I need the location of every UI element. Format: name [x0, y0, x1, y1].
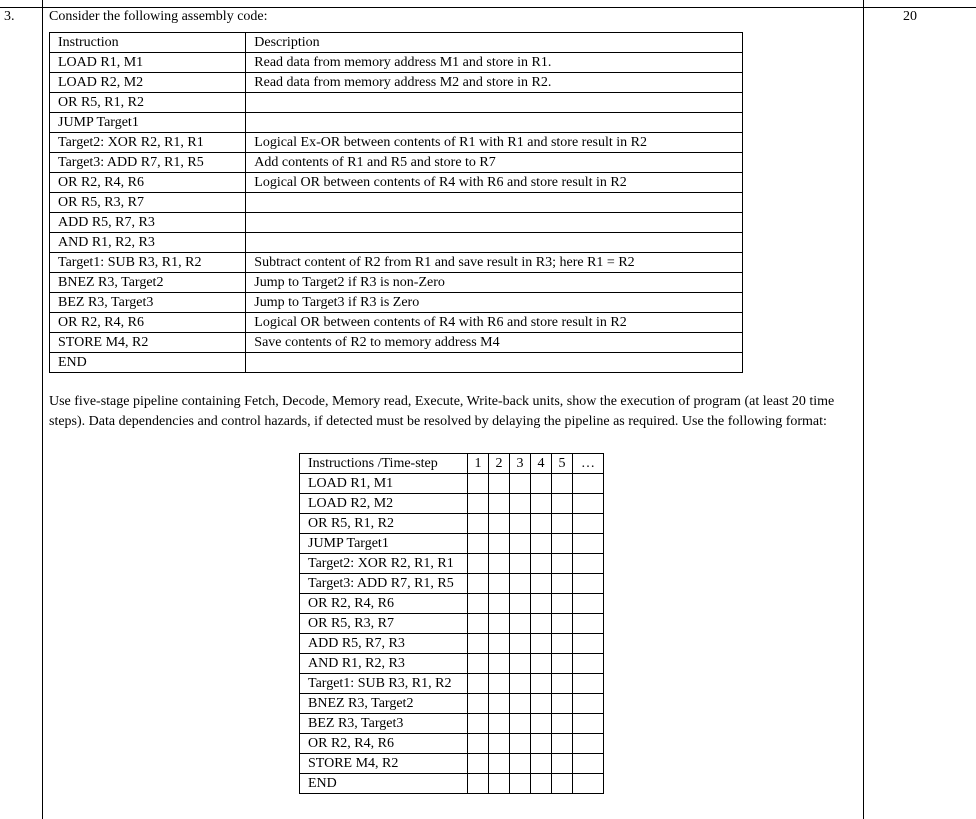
table-row — [50, 213, 743, 233]
column-divider-left — [42, 0, 43, 819]
table-row — [300, 674, 604, 694]
table-row — [50, 173, 743, 193]
pipeline-stage-cell — [573, 674, 604, 694]
table-row — [300, 514, 604, 534]
pipeline-stage-cell — [468, 774, 489, 794]
pipeline-stage-cell — [531, 494, 552, 514]
table-row — [300, 614, 604, 634]
table-row — [50, 253, 743, 273]
pipeline-stage-cell — [573, 614, 604, 634]
pipeline-stage-cell — [510, 574, 531, 594]
table-row — [50, 233, 743, 253]
pipeline-stage-cell — [552, 734, 573, 754]
pipeline-instruction-cell: STORE M4, R2 — [300, 754, 468, 774]
pipeline-stage-cell — [531, 574, 552, 594]
time-step-header: … — [573, 454, 604, 474]
pipeline-stage-cell — [510, 634, 531, 654]
instruction-cell: END — [50, 353, 246, 373]
instruction-cell: OR R5, R3, R7 — [50, 193, 246, 213]
description-cell — [246, 353, 743, 373]
table-row — [50, 193, 743, 213]
pipeline-stage-cell — [552, 474, 573, 494]
pipeline-instruction-cell: ADD R5, R7, R3 — [300, 634, 468, 654]
table-row — [50, 133, 743, 153]
table-row — [50, 53, 743, 73]
pipeline-stage-cell — [531, 694, 552, 714]
pipeline-instruction-cell: LOAD R2, M2 — [300, 494, 468, 514]
pipeline-stage-cell — [468, 674, 489, 694]
pipeline-stage-cell — [510, 674, 531, 694]
description-cell: Add contents of R1 and R5 and store to R7 — [246, 153, 743, 173]
header-instructions-timestep: Instructions /Time-step — [300, 454, 468, 474]
pipeline-stage-cell — [468, 694, 489, 714]
pipeline-stage-cell — [531, 734, 552, 754]
pipeline-stage-cell — [573, 554, 604, 574]
pipeline-stage-cell — [531, 674, 552, 694]
pipeline-stage-cell — [489, 594, 510, 614]
pipeline-stage-cell — [489, 494, 510, 514]
table-row — [50, 273, 743, 293]
description-cell: Logical OR between contents of R4 with R6 and store result in R2 — [246, 313, 743, 333]
pipeline-stage-cell — [552, 714, 573, 734]
table-row — [50, 293, 743, 313]
description-cell — [246, 233, 743, 253]
description-cell: Subtract content of R2 from R1 and save result in R3; here R1 = R2 — [246, 253, 743, 273]
pipeline-instruction-cell: OR R2, R4, R6 — [300, 734, 468, 754]
pipeline-stage-cell — [531, 714, 552, 734]
table-row — [50, 353, 743, 373]
instruction-cell: JUMP Target1 — [50, 113, 246, 133]
pipeline-instruction-cell: Target1: SUB R3, R1, R2 — [300, 674, 468, 694]
instruction-cell: Target3: ADD R7, R1, R5 — [50, 153, 246, 173]
description-cell: Logical Ex-OR between contents of R1 with R1 and store result in R2 — [246, 133, 743, 153]
instruction-cell: Target1: SUB R3, R1, R2 — [50, 253, 246, 273]
instruction-cell: AND R1, R2, R3 — [50, 233, 246, 253]
pipeline-stage-cell — [552, 674, 573, 694]
pipeline-instruction-cell: Target3: ADD R7, R1, R5 — [300, 574, 468, 594]
pipeline-stage-cell — [573, 474, 604, 494]
pipeline-stage-cell — [531, 474, 552, 494]
pipeline-instruction-cell: JUMP Target1 — [300, 534, 468, 554]
pipeline-stage-cell — [552, 534, 573, 554]
table-row — [50, 313, 743, 333]
pipeline-stage-cell — [468, 614, 489, 634]
table-row — [300, 594, 604, 614]
description-cell: Logical OR between contents of R4 with R6 and store result in R2 — [246, 173, 743, 193]
pipeline-stage-cell — [510, 714, 531, 734]
instruction-cell: BNEZ R3, Target2 — [50, 273, 246, 293]
pipeline-instruction-cell: AND R1, R2, R3 — [300, 654, 468, 674]
pipeline-stage-cell — [531, 554, 552, 574]
table-row — [300, 474, 604, 494]
instruction-cell: OR R2, R4, R6 — [50, 313, 246, 333]
pipeline-header-row — [300, 454, 604, 474]
pipeline-stage-cell — [531, 754, 552, 774]
pipeline-stage-cell — [573, 494, 604, 514]
pipeline-stage-cell — [489, 754, 510, 774]
table-row — [300, 714, 604, 734]
column-divider-right — [863, 0, 864, 819]
pipeline-stage-cell — [573, 574, 604, 594]
instruction-cell: OR R5, R1, R2 — [50, 93, 246, 113]
pipeline-stage-cell — [468, 474, 489, 494]
pipeline-stage-cell — [573, 654, 604, 674]
pipeline-stage-cell — [489, 514, 510, 534]
header-instruction: Instruction — [50, 33, 246, 53]
pipeline-stage-cell — [510, 514, 531, 534]
instruction-cell: STORE M4, R2 — [50, 333, 246, 353]
pipeline-stage-cell — [552, 634, 573, 654]
pipeline-stage-cell — [573, 694, 604, 714]
pipeline-stage-cell — [531, 654, 552, 674]
instruction-cell: OR R2, R4, R6 — [50, 173, 246, 193]
pipeline-stage-cell — [489, 614, 510, 634]
question-prompt: Consider the following assembly code: — [49, 9, 268, 24]
pipeline-instruction-cell: BNEZ R3, Target2 — [300, 694, 468, 714]
table-row — [50, 73, 743, 93]
instruction-cell: LOAD R1, M1 — [50, 53, 246, 73]
pipeline-stage-cell — [573, 754, 604, 774]
pipeline-stage-cell — [573, 634, 604, 654]
table-row — [300, 754, 604, 774]
pipeline-stage-cell — [573, 774, 604, 794]
description-cell: Jump to Target2 if R3 is non-Zero — [246, 273, 743, 293]
pipeline-stage-cell — [489, 694, 510, 714]
table-top-border — [0, 7, 976, 8]
pipeline-stage-cell — [552, 594, 573, 614]
time-step-header: 4 — [531, 454, 552, 474]
pipeline-stage-cell — [552, 754, 573, 774]
pipeline-stage-cell — [552, 614, 573, 634]
pipeline-stage-cell — [468, 514, 489, 534]
question-number: 3. — [4, 9, 15, 24]
pipeline-stage-cell — [552, 494, 573, 514]
description-cell: Read data from memory address M1 and store in R1. — [246, 53, 743, 73]
question-marks: 20 — [903, 9, 917, 24]
instruction-cell: LOAD R2, M2 — [50, 73, 246, 93]
pipeline-stage-cell — [468, 494, 489, 514]
pipeline-stage-cell — [468, 714, 489, 734]
pipeline-stage-cell — [531, 774, 552, 794]
table-row — [300, 494, 604, 514]
description-cell: Save contents of R2 to memory address M4 — [246, 333, 743, 353]
pipeline-stage-cell — [510, 774, 531, 794]
pipeline-stage-cell — [510, 654, 531, 674]
pipeline-instruction-cell: OR R5, R1, R2 — [300, 514, 468, 534]
pipeline-instruction-cell: LOAD R1, M1 — [300, 474, 468, 494]
pipeline-instruction-cell: OR R5, R3, R7 — [300, 614, 468, 634]
pipeline-stage-cell — [468, 634, 489, 654]
description-cell: Read data from memory address M2 and store in R2. — [246, 73, 743, 93]
assembly-code-table — [49, 32, 743, 373]
instruction-cell: ADD R5, R7, R3 — [50, 213, 246, 233]
pipeline-stage-cell — [510, 754, 531, 774]
pipeline-stage-cell — [573, 514, 604, 534]
pipeline-stage-cell — [552, 514, 573, 534]
table-row — [300, 574, 604, 594]
pipeline-stage-cell — [489, 634, 510, 654]
pipeline-instruction-cell: BEZ R3, Target3 — [300, 714, 468, 734]
description-cell: Jump to Target3 if R3 is Zero — [246, 293, 743, 313]
pipeline-stage-cell — [489, 474, 510, 494]
table-row — [300, 734, 604, 754]
time-step-header: 5 — [552, 454, 573, 474]
pipeline-format-table — [299, 453, 604, 794]
pipeline-stage-cell — [468, 654, 489, 674]
pipeline-stage-cell — [531, 594, 552, 614]
pipeline-instruction-cell: Target2: XOR R2, R1, R1 — [300, 554, 468, 574]
pipeline-stage-cell — [468, 594, 489, 614]
instruction-cell: Target2: XOR R2, R1, R1 — [50, 133, 246, 153]
pipeline-stage-cell — [552, 654, 573, 674]
table-row — [300, 534, 604, 554]
pipeline-stage-cell — [510, 474, 531, 494]
pipeline-stage-cell — [552, 694, 573, 714]
pipeline-stage-cell — [468, 574, 489, 594]
table-row — [50, 93, 743, 113]
pipeline-stage-cell — [510, 614, 531, 634]
time-step-header: 2 — [489, 454, 510, 474]
table-row — [300, 554, 604, 574]
pipeline-stage-cell — [468, 554, 489, 574]
table-row — [300, 654, 604, 674]
pipeline-stage-cell — [489, 654, 510, 674]
pipeline-stage-cell — [489, 574, 510, 594]
pipeline-stage-cell — [489, 674, 510, 694]
pipeline-stage-cell — [552, 554, 573, 574]
instruction-cell: BEZ R3, Target3 — [50, 293, 246, 313]
pipeline-stage-cell — [489, 774, 510, 794]
pipeline-stage-cell — [510, 734, 531, 754]
pipeline-stage-cell — [510, 594, 531, 614]
time-step-header: 1 — [468, 454, 489, 474]
pipeline-instruction-cell: OR R2, R4, R6 — [300, 594, 468, 614]
table-row — [50, 333, 743, 353]
instructions-paragraph: Use five-stage pipeline containing Fetch, Decode, Memory read, Execute, Write-back units, show the execution of program (at least 20 time steps). Data dependencies and control hazards, if detected must be resolved by delaying the pipeline as required. Use the following format: — [49, 394, 835, 429]
pipeline-stage-cell — [510, 554, 531, 574]
pipeline-stage-cell — [468, 734, 489, 754]
header-description: Description — [246, 33, 743, 53]
description-cell — [246, 113, 743, 133]
table-row — [300, 634, 604, 654]
table-row — [300, 774, 604, 794]
description-cell — [246, 213, 743, 233]
pipeline-stage-cell — [573, 594, 604, 614]
pipeline-stage-cell — [468, 754, 489, 774]
code-table-header-row — [50, 33, 743, 53]
pipeline-stage-cell — [531, 634, 552, 654]
table-row — [50, 153, 743, 173]
pipeline-stage-cell — [552, 774, 573, 794]
time-step-header: 3 — [510, 454, 531, 474]
pipeline-stage-cell — [510, 494, 531, 514]
table-row — [50, 113, 743, 133]
pipeline-stage-cell — [510, 694, 531, 714]
pipeline-stage-cell — [489, 534, 510, 554]
pipeline-instruction-cell: END — [300, 774, 468, 794]
description-cell — [246, 93, 743, 113]
pipeline-stage-cell — [531, 534, 552, 554]
pipeline-stage-cell — [510, 534, 531, 554]
pipeline-stage-cell — [489, 734, 510, 754]
pipeline-stage-cell — [489, 714, 510, 734]
pipeline-stage-cell — [573, 534, 604, 554]
pipeline-stage-cell — [468, 534, 489, 554]
table-row — [300, 694, 604, 714]
pipeline-stage-cell — [531, 614, 552, 634]
description-cell — [246, 193, 743, 213]
pipeline-stage-cell — [531, 514, 552, 534]
pipeline-stage-cell — [573, 714, 604, 734]
pipeline-stage-cell — [552, 574, 573, 594]
pipeline-stage-cell — [489, 554, 510, 574]
pipeline-stage-cell — [573, 734, 604, 754]
